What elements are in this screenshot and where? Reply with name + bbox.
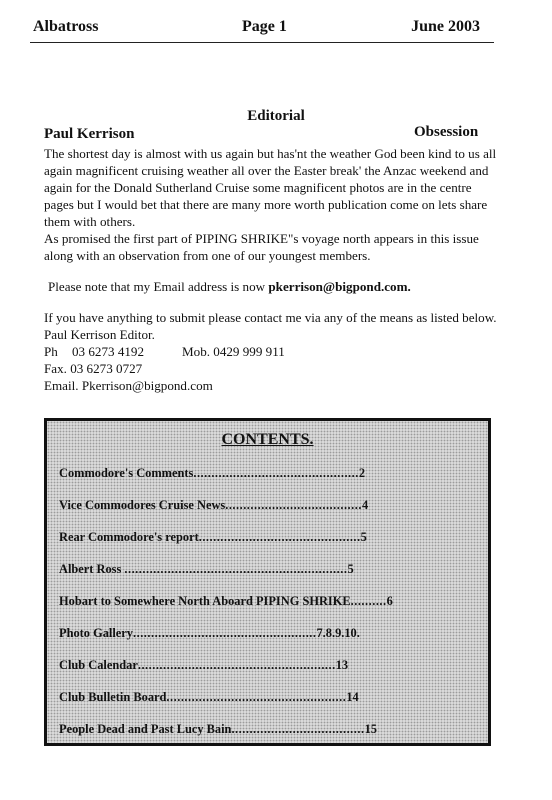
- contents-box: [44, 418, 491, 746]
- phone-number: 03 6273 4192: [72, 344, 145, 359]
- email-note-text: Please note that my Email address is now: [48, 279, 269, 294]
- publication-name: Albatross: [33, 18, 99, 35]
- contact-email: Email. Pkerrison@bigpond.com: [44, 378, 213, 393]
- email-note-address: pkerrison@bigpond.com.: [268, 279, 411, 294]
- phone-label: Ph: [44, 344, 58, 359]
- contents-item: Photo Gallery...................................................7.8.9.10.: [59, 626, 360, 640]
- contact-name: Paul Kerrison Editor.: [44, 327, 155, 342]
- contact-fax: Fax. 03 6273 0727: [44, 361, 143, 376]
- editorial-author: Paul Kerrison: [44, 126, 135, 142]
- page-number: Page 1: [242, 18, 287, 35]
- contents-item: Club Bulletin Board..................................................14: [59, 690, 359, 704]
- contents-item: Rear Commodore's report.............................................5: [59, 530, 367, 544]
- contents-title: CONTENTS.: [221, 431, 314, 448]
- editorial-title: Editorial: [247, 108, 305, 124]
- contents-item: Albert Ross ..............................................................5: [59, 562, 354, 576]
- contents-item: Vice Commodores Cruise News......................................4: [59, 498, 369, 512]
- submit-note: If you have anything to submit please contact me via any of the means as listed below.: [44, 310, 497, 325]
- contents-item: Commodore's Comments..............................................2: [59, 466, 366, 480]
- contents-item: People Dead and Past Lucy Bain.....................................15: [59, 722, 377, 736]
- mobile-number: Mob. 0429 999 911: [182, 344, 285, 359]
- contents-item: Club Calendar.......................................................13: [59, 658, 349, 672]
- editorial-body: [44, 145, 500, 394]
- editorial-boat-name: Obsession: [414, 124, 479, 140]
- editorial-paragraph-1: The shortest day is almost with us again but has'nt the weather God been kind to us all again magnificent cruising weather all over the Easter break' the Anzac weekend and again for the Donald Sutherland Cruise some magnificent photos are in the centre pages but I would bet that there are many more worth publication come on lets share them with others.: [44, 146, 497, 229]
- contents-list: [59, 463, 474, 751]
- issue-date: June 2003: [411, 18, 480, 35]
- contact-phone-row: [44, 343, 500, 360]
- editorial-paragraph-2: As promised the first part of PIPING SHRIKE"s voyage north appears in this issue along with an observation from one of our youngest members.: [44, 231, 479, 263]
- page-header: [30, 16, 494, 43]
- contents-item: Hobart to Somewhere North Aboard PIPING SHRIKE..........6: [59, 594, 393, 608]
- email-note: [44, 278, 500, 295]
